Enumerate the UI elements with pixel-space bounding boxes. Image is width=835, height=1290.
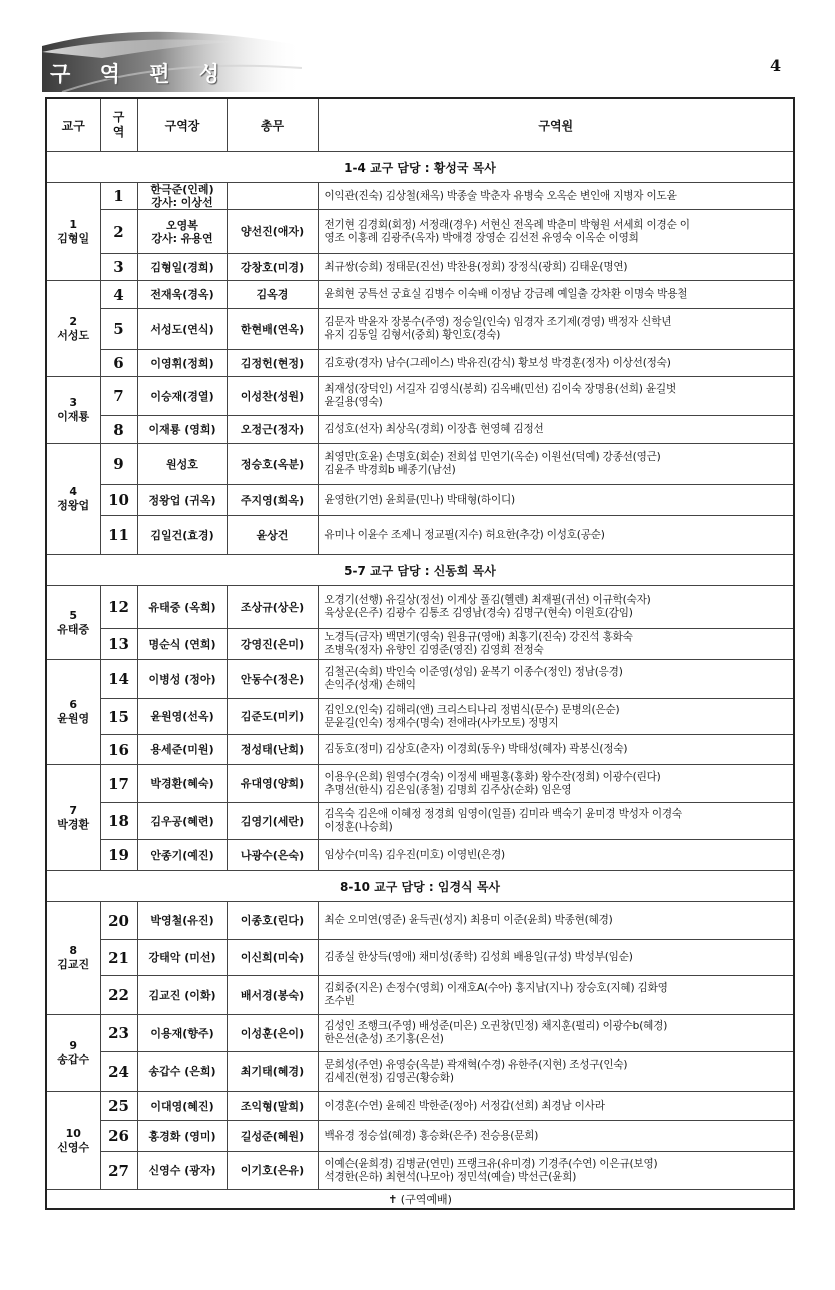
district-members-line: 김성호(선자) 최상옥(경희) 이장흡 현영혜 김정선 xyxy=(324,423,544,435)
district-leader xyxy=(137,350,227,377)
district-secretary: 강영진(은미) xyxy=(227,629,318,660)
district-leader xyxy=(137,281,227,309)
table-row xyxy=(46,803,794,840)
district-members xyxy=(318,660,794,699)
table-row xyxy=(46,735,794,765)
district-members-line: 손익주(성재) 손해익 xyxy=(324,679,416,691)
district-leader xyxy=(137,1052,227,1092)
table-row xyxy=(46,1052,794,1092)
district-members-line: 석경한(은하) 최현석(나모아) 정민석(예슬) 박선근(윤희) xyxy=(324,1170,577,1183)
parish-leader-name: 신영수 xyxy=(57,1140,90,1154)
table-row xyxy=(46,902,794,940)
district-number: 6 xyxy=(100,350,137,377)
district-members xyxy=(318,1152,794,1190)
district-leader-line: 송갑수 (은희) xyxy=(148,1065,216,1078)
section-title: 5-7 교구 담당 : 신동희 목사 xyxy=(46,555,794,586)
district-leader-line: 원성호 xyxy=(166,457,198,471)
district-secretary: 강창호(미경) xyxy=(227,254,318,281)
district-leader xyxy=(137,976,227,1015)
district-members-line: 김세진(현정) 김영곤(황승화) xyxy=(324,1071,454,1084)
district-members-line: 최순 오미연(영준) 윤득권(성지) 최용미 이준(윤희) 박종현(혜경) xyxy=(324,914,613,926)
col-header-secretary: 총무 xyxy=(227,98,318,152)
district-secretary: 김준도(미키) xyxy=(227,699,318,735)
district-secretary: 정승호(옥분) xyxy=(227,444,318,485)
cross-icon: ✝ xyxy=(388,1193,398,1206)
page-title: 구 역 편 성 xyxy=(50,62,231,86)
parish-leader-name: 유태중 xyxy=(57,622,90,636)
parish-cell xyxy=(46,281,100,377)
district-number: 19 xyxy=(100,840,137,871)
district-number: 22 xyxy=(100,976,137,1015)
district-number: 20 xyxy=(100,902,137,940)
district-secretary: 조상규(상은) xyxy=(227,586,318,629)
district-members xyxy=(318,254,794,281)
district-members-line: 영조 이홍례 김광주(옥자) 박애경 장영순 김선전 유영숙 이옥순 이영희 xyxy=(324,231,639,244)
table-row xyxy=(46,765,794,803)
district-leader-line: 홍경화 (영미) xyxy=(148,1129,216,1143)
district-members-line: 김동호(정미) 김상호(춘자) 이경희(동우) 박태성(혜자) 곽봉신(정숙) xyxy=(324,743,628,755)
district-leader-line: 안종기(예진) xyxy=(150,848,214,862)
parish-leader-name: 윤원영 xyxy=(57,712,90,725)
district-leader-line: 이영휘(정희) xyxy=(150,356,214,370)
district-number: 12 xyxy=(100,586,137,629)
parish-number: 5 xyxy=(69,608,78,622)
district-leader-line: 이병성 (정아) xyxy=(148,672,216,686)
col-header-district: 구역 xyxy=(100,98,137,152)
district-members-line: 김철곤(숙희) 박인숙 이준영(성임) 윤복기 이종수(정인) 정남(응경) xyxy=(324,666,623,678)
district-members-line: 김옥숙 김은애 이혜정 정경희 임영이(일플) 김미라 백숙기 윤미경 박성자 이경숙 xyxy=(324,808,682,820)
col-header-members: 구역원 xyxy=(318,98,794,152)
district-members xyxy=(318,629,794,660)
district-members-line: 조병욱(정자) 유향인 김영준(영진) 김영희 전정숙 xyxy=(324,644,544,656)
district-leader-line: 전재욱(경옥) xyxy=(150,288,214,301)
district-members xyxy=(318,940,794,976)
district-members xyxy=(318,1121,794,1152)
district-number: 23 xyxy=(100,1015,137,1052)
district-leader-line: 신영수 (광자) xyxy=(148,1164,216,1177)
district-number: 1 xyxy=(100,183,137,210)
district-members-line: 최규쌍(승희) 정태문(진선) 박찬용(정희) 장정식(광희) 김태운(명연) xyxy=(324,260,628,273)
district-leader-line: 박경환(혜숙) xyxy=(150,777,214,790)
district-members-line: 임상수(미옥) 김우진(미호) 이영빈(은경) xyxy=(324,848,505,861)
district-number: 9 xyxy=(100,444,137,485)
district-leader xyxy=(137,516,227,555)
district-number: 14 xyxy=(100,660,137,699)
district-number: 17 xyxy=(100,765,137,803)
district-leader xyxy=(137,1092,227,1121)
district-leader xyxy=(137,940,227,976)
district-members-line: 노경득(금자) 백면기(영숙) 원용규(영애) 최홍기(진숙) 강진석 홍화숙 xyxy=(324,631,633,643)
district-members-line: 이용우(은희) 원영수(경숙) 이정세 배필홍(홍화) 왕수잔(정희) 이광수(린다) xyxy=(324,770,661,783)
table-row xyxy=(46,699,794,735)
parish-leader-name: 정왕업 xyxy=(57,499,90,512)
district-number: 3 xyxy=(100,254,137,281)
district-members-line: 이익관(진숙) 김상철(채옥) 박종술 박춘자 유병숙 오옥순 변인애 지병자 이도윤 xyxy=(324,189,677,202)
district-leader-line: 한극준(인례) xyxy=(150,183,214,196)
district-secretary: 윤상건 xyxy=(227,516,318,555)
section-header-row xyxy=(46,555,794,586)
parish-cell xyxy=(46,765,100,871)
district-secretary: 주지영(희옥) xyxy=(227,485,318,516)
table-row xyxy=(46,940,794,976)
district-number: 13 xyxy=(100,629,137,660)
district-leader-line: 서성도(연식) xyxy=(150,322,214,336)
district-members xyxy=(318,309,794,350)
footer-text: (구역예배) xyxy=(397,1193,452,1206)
district-number: 15 xyxy=(100,699,137,735)
district-members-line: 김종실 한상득(영애) 채미성(종학) 김성희 배용일(규성) 박성부(임순) xyxy=(324,951,633,963)
district-secretary: 나광수(은숙) xyxy=(227,840,318,871)
parish-cell xyxy=(46,444,100,555)
district-roster-table xyxy=(45,97,795,1210)
district-secretary: 한현배(연옥) xyxy=(227,309,318,350)
col-header-leader: 구역장 xyxy=(137,98,227,152)
district-members xyxy=(318,1092,794,1121)
district-members xyxy=(318,803,794,840)
district-members-line: 문희성(주연) 유영승(옥분) 곽재혁(수경) 유한주(지현) 조성구(인숙) xyxy=(324,1058,628,1071)
district-number: 4 xyxy=(100,281,137,309)
district-leader xyxy=(137,803,227,840)
district-members xyxy=(318,976,794,1015)
district-number: 10 xyxy=(100,485,137,516)
district-leader-line: 오영복 xyxy=(166,218,198,232)
parish-cell xyxy=(46,377,100,444)
table-row xyxy=(46,377,794,416)
district-leader-line: 용세준(미원) xyxy=(150,743,214,756)
district-leader xyxy=(137,735,227,765)
district-secretary xyxy=(227,183,318,210)
parish-cell xyxy=(46,660,100,765)
district-members-line: 이정훈(나승희) xyxy=(324,821,393,833)
district-number: 25 xyxy=(100,1092,137,1121)
section-header-row xyxy=(46,152,794,183)
district-number: 5 xyxy=(100,309,137,350)
district-secretary: 정성태(난희) xyxy=(227,735,318,765)
district-secretary: 김옥경 xyxy=(227,281,318,309)
section-title: 1-4 교구 담당 : 황성국 목사 xyxy=(46,152,794,183)
district-leader xyxy=(137,210,227,254)
parish-cell xyxy=(46,586,100,660)
table-row xyxy=(46,976,794,1015)
table-row xyxy=(46,1152,794,1190)
district-leader-line: 명순식 (연희) xyxy=(148,637,216,651)
parish-number: 8 xyxy=(69,944,78,957)
district-leader xyxy=(137,254,227,281)
table-row xyxy=(46,485,794,516)
district-members-line: 최영만(호윤) 손명호(회순) 전희섭 민연기(옥순) 이원선(덕예) 강종선(영근) xyxy=(324,451,661,463)
footer-note xyxy=(46,1190,794,1210)
district-secretary: 이신희(미숙) xyxy=(227,940,318,976)
district-number: 26 xyxy=(100,1121,137,1152)
district-number: 11 xyxy=(100,516,137,555)
footer-row xyxy=(46,1190,794,1210)
district-members xyxy=(318,281,794,309)
district-leader-line: 김교진 (이화) xyxy=(148,988,216,1002)
table-row xyxy=(46,516,794,555)
district-members xyxy=(318,765,794,803)
district-leader xyxy=(137,309,227,350)
district-members-line: 최재성(장덕인) 서길자 김영식(봉희) 김옥배(민선) 김이숙 장명용(선희) 윤길벗 xyxy=(324,383,676,395)
parish-number: 2 xyxy=(69,314,78,328)
district-members xyxy=(318,735,794,765)
district-members-line: 김성인 조행크(주영) 배성준(미은) 오권창(민정) 채지훈(펄리) 이광수b(혜경) xyxy=(324,1020,668,1032)
parish-number: 1 xyxy=(69,217,78,231)
district-members-line: 육상운(은주) 김광수 김통조 김영남(경숙) 김명구(현숙) 이원호(감임) xyxy=(324,607,633,619)
district-members-line: 오경기(선행) 유길상(정선) 이계상 폴김(헬렌) 최재필(귀선) 이규학(숙자) xyxy=(324,594,651,606)
district-leader-line: 이재룡 (영희) xyxy=(148,423,216,436)
district-number: 7 xyxy=(100,377,137,416)
district-leader xyxy=(137,660,227,699)
district-members xyxy=(318,902,794,940)
table-row xyxy=(46,444,794,485)
parish-number: 6 xyxy=(69,698,78,711)
district-leader xyxy=(137,902,227,940)
district-members xyxy=(318,210,794,254)
district-leader xyxy=(137,1121,227,1152)
parish-number: 10 xyxy=(65,1126,81,1140)
district-members-line: 전기현 김경회(회정) 서정래(경우) 서현신 전옥례 박춘미 박형원 서세희 이경순 이 xyxy=(324,218,690,231)
table-row xyxy=(46,660,794,699)
district-members-line: 윤영한(기연) 윤희륜(민나) 박태형(하이디) xyxy=(324,493,515,506)
table-row xyxy=(46,350,794,377)
district-number: 2 xyxy=(100,210,137,254)
district-secretary: 양선진(애자) xyxy=(227,210,318,254)
district-leader-line: 강사: 유용연 xyxy=(151,231,213,245)
district-leader xyxy=(137,840,227,871)
table-row xyxy=(46,254,794,281)
page-number: 4 xyxy=(770,56,782,75)
table-header-row xyxy=(46,98,794,152)
col-header-parish: 교구 xyxy=(46,98,100,152)
district-members xyxy=(318,377,794,416)
parish-leader-name: 김형일 xyxy=(57,231,90,245)
district-secretary: 배서경(봉숙) xyxy=(227,976,318,1015)
district-leader xyxy=(137,1152,227,1190)
district-secretary: 김정헌(현정) xyxy=(227,350,318,377)
district-members xyxy=(318,485,794,516)
district-secretary: 오정근(정자) xyxy=(227,416,318,444)
parish-leader-name: 이재룡 xyxy=(57,410,90,423)
district-leader-line: 이대영(혜진) xyxy=(150,1099,214,1113)
parish-leader-name: 박경환 xyxy=(57,817,90,831)
district-leader xyxy=(137,1015,227,1052)
district-secretary: 이성훈(은이) xyxy=(227,1015,318,1052)
section-header-row xyxy=(46,871,794,902)
district-number: 18 xyxy=(100,803,137,840)
table-row xyxy=(46,416,794,444)
district-members-line: 윤희현 궁특선 궁효실 김병수 이숙배 이정남 강금례 예일출 강차환 이명숙 박용철 xyxy=(324,288,688,300)
district-members-line: 한은선(춘성) 조기홍(은선) xyxy=(324,1033,444,1045)
district-members xyxy=(318,416,794,444)
table-row xyxy=(46,629,794,660)
district-number: 21 xyxy=(100,940,137,976)
district-members xyxy=(318,183,794,210)
parish-cell xyxy=(46,902,100,1015)
district-leader xyxy=(137,586,227,629)
district-members-line: 김회중(지은) 손정수(영희) 이재호A(수아) 홍지남(지나) 장승호(지혜) 김화영 xyxy=(324,982,668,994)
section-title: 8-10 교구 담당 : 임경식 목사 xyxy=(46,871,794,902)
district-members-line: 추명선(한식) 김은임(종철) 김명희 김주상(순화) 임은영 xyxy=(324,783,572,796)
district-leader-line: 유태중 (옥희) xyxy=(148,600,216,614)
district-members-line: 유지 김동일 김형서(중희) 황인호(경숙) xyxy=(324,329,501,341)
table-row xyxy=(46,840,794,871)
district-members-line: 김윤주 박경희b 배종기(남선) xyxy=(324,464,456,476)
district-leader-line: 이용재(향주) xyxy=(150,1026,214,1040)
district-secretary: 이종호(린다) xyxy=(227,902,318,940)
district-members-line: 김호광(경자) 남수(그레이스) 박유진(감식) 황보성 박경훈(정자) 이상선(정숙) xyxy=(324,356,671,369)
table-row xyxy=(46,1015,794,1052)
district-leader xyxy=(137,416,227,444)
district-leader xyxy=(137,699,227,735)
district-members xyxy=(318,350,794,377)
district-leader-line: 강사: 이상선 xyxy=(151,196,213,209)
district-members xyxy=(318,1052,794,1092)
district-leader-line: 김우공(혜련) xyxy=(150,814,214,828)
district-secretary: 김영기(세란) xyxy=(227,803,318,840)
table-row xyxy=(46,1121,794,1152)
district-secretary: 유대영(양희) xyxy=(227,765,318,803)
district-members xyxy=(318,586,794,629)
district-members-line: 유미나 이윤수 조제니 정교필(지수) 허요한(추강) 이성호(공순) xyxy=(324,528,605,541)
district-members-line: 김문자 박윤자 장봉수(주영) 정승일(인숙) 임경자 조기제(경영) 백정자 신학년 xyxy=(324,316,672,328)
district-number: 16 xyxy=(100,735,137,765)
table-row xyxy=(46,183,794,210)
district-leader-line: 박영철(유진) xyxy=(150,914,214,927)
parish-number: 3 xyxy=(69,396,78,409)
district-leader xyxy=(137,444,227,485)
district-members-line: 문윤길(인숙) 정재수(명숙) 전애라(사카모토) 정명지 xyxy=(324,716,559,729)
district-secretary: 이성찬(성원) xyxy=(227,377,318,416)
parish-leader-name: 김교진 xyxy=(57,958,90,971)
district-secretary: 최기태(혜경) xyxy=(227,1052,318,1092)
parish-number: 7 xyxy=(69,803,78,817)
district-members xyxy=(318,1015,794,1052)
parish-number: 9 xyxy=(69,1039,78,1052)
district-members xyxy=(318,840,794,871)
table-row xyxy=(46,309,794,350)
district-leader-line: 이승재(경열) xyxy=(150,389,214,403)
district-leader xyxy=(137,629,227,660)
district-leader-line: 윤원영(선옥) xyxy=(150,710,214,723)
district-secretary: 이기호(은유) xyxy=(227,1152,318,1190)
district-members xyxy=(318,516,794,555)
table-row xyxy=(46,586,794,629)
table-row xyxy=(46,281,794,309)
district-members-line: 이경훈(수연) 윤혜진 박한준(정아) 서정갑(선희) 최경남 이사라 xyxy=(324,1099,605,1112)
district-secretary: 길성준(혜원) xyxy=(227,1121,318,1152)
district-members-line: 백유경 정승섭(혜경) 홍승화(은주) 전승용(문희) xyxy=(324,1129,539,1142)
table-row xyxy=(46,1092,794,1121)
district-number: 8 xyxy=(100,416,137,444)
district-secretary: 조익형(말희) xyxy=(227,1092,318,1121)
table-row xyxy=(46,210,794,254)
parish-number: 4 xyxy=(69,485,78,498)
district-members xyxy=(318,444,794,485)
district-members-line: 윤길용(영숙) xyxy=(324,396,383,408)
parish-cell xyxy=(46,1092,100,1190)
district-members-line: 김인오(인숙) 김해리(앤) 크리스티나리 정범식(문수) 문병의(은순) xyxy=(324,703,620,716)
district-members xyxy=(318,699,794,735)
parish-leader-name: 서성도 xyxy=(57,328,90,342)
district-number: 27 xyxy=(100,1152,137,1190)
district-leader xyxy=(137,765,227,803)
district-members-line: 조수빈 xyxy=(324,995,355,1007)
district-leader-line: 김일건(효경) xyxy=(150,528,214,542)
district-leader xyxy=(137,377,227,416)
district-leader-line: 정왕업 (귀옥) xyxy=(148,493,216,507)
parish-cell xyxy=(46,183,100,281)
district-secretary: 안동수(정은) xyxy=(227,660,318,699)
parish-leader-name: 송갑수 xyxy=(57,1053,90,1066)
district-members-line: 이예슨(윤희경) 김병균(연민) 프랭크유(유미경) 기경주(수연) 이은규(보영) xyxy=(324,1157,658,1170)
parish-cell xyxy=(46,1015,100,1092)
district-leader xyxy=(137,183,227,210)
district-leader-line: 김형일(경희) xyxy=(150,260,214,274)
district-number: 24 xyxy=(100,1052,137,1092)
district-leader xyxy=(137,485,227,516)
district-leader-line: 강태악 (미선) xyxy=(148,951,216,964)
